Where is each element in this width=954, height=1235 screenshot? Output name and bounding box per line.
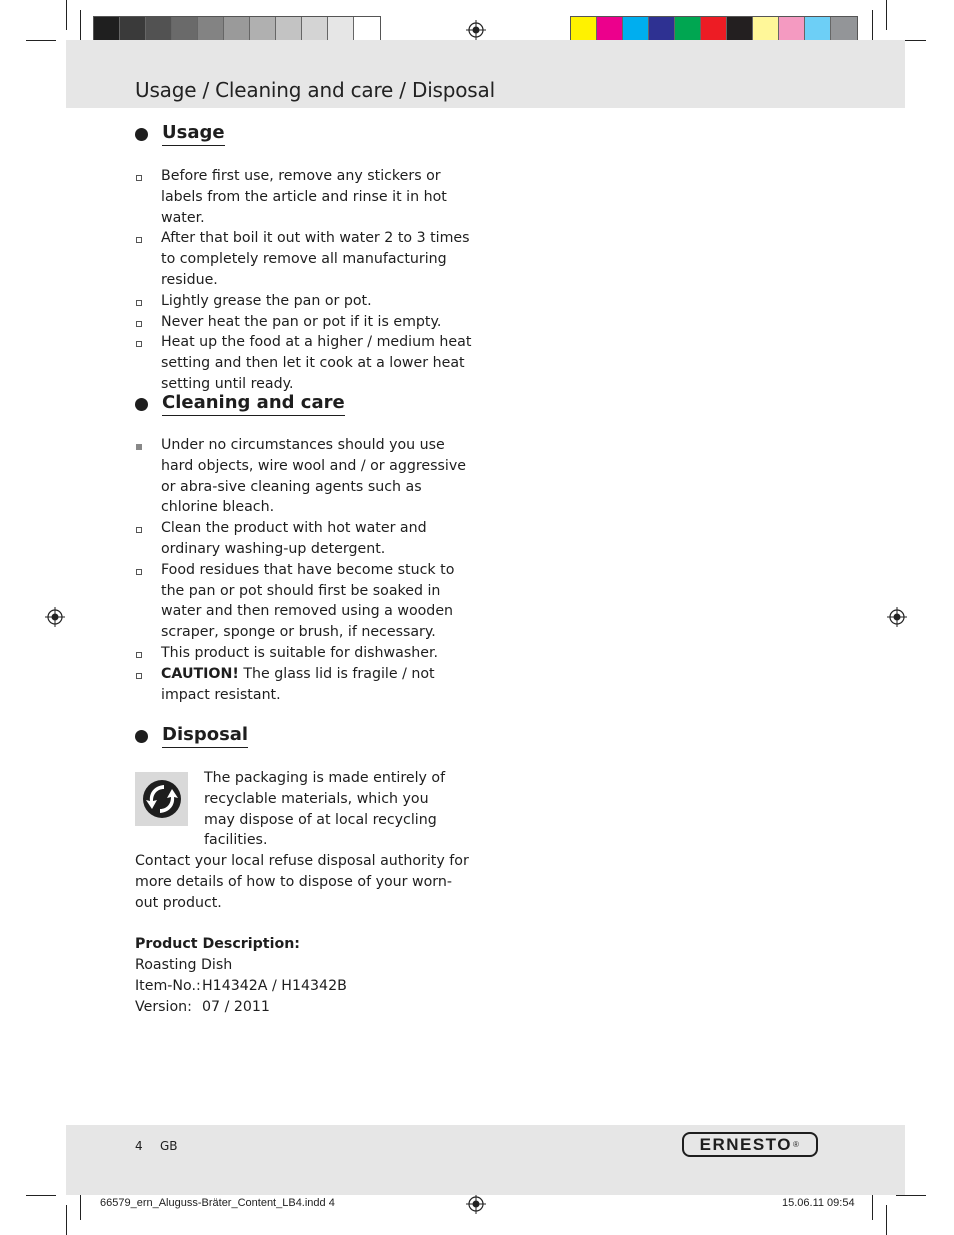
list-item-text: Before first use, remove any stickers or labels from the article and rinse it in hot water. xyxy=(161,168,447,226)
checkbox-bullet-icon xyxy=(135,560,161,643)
cleaning-list xyxy=(135,435,475,705)
list-item-text: Clean the product with hot water and ordinary washing-up detergent. xyxy=(161,520,427,557)
bullet-dot-icon xyxy=(135,398,148,411)
registered-mark: ® xyxy=(792,1140,801,1149)
process-color-bar xyxy=(570,16,858,43)
list-item-text: After that boil it out with water 2 to 3 times to completely remove all manufacturing residue. xyxy=(161,230,470,288)
list-item xyxy=(135,166,475,228)
list-item-text xyxy=(161,664,475,706)
color-swatch xyxy=(623,17,649,42)
crop-mark xyxy=(26,40,56,41)
cleaning-heading xyxy=(135,392,345,416)
disposal-heading xyxy=(135,724,248,748)
checkbox-bullet-icon xyxy=(135,312,161,333)
registration-mark-icon xyxy=(887,607,907,627)
registration-mark-icon xyxy=(45,607,65,627)
list-item xyxy=(135,518,475,560)
list-item xyxy=(135,560,475,643)
slug-filename: 66579_ern_Aluguss-Bräter_Content_LB4.indd 4 xyxy=(100,1197,335,1209)
registration-mark-icon xyxy=(466,20,486,40)
color-swatch xyxy=(120,17,146,42)
color-swatch xyxy=(198,17,224,42)
list-item xyxy=(135,435,475,518)
crop-mark xyxy=(80,10,81,44)
color-swatch xyxy=(779,17,805,42)
page-number: 4 xyxy=(135,1139,143,1153)
color-swatch xyxy=(805,17,831,42)
gray-color-bar xyxy=(93,16,381,43)
usage-list xyxy=(135,166,475,395)
packaging-text: The packaging is made entirely of recyclable materials, which you may dispose of at local recycling facilities. xyxy=(204,770,446,849)
list-item xyxy=(135,664,475,706)
usage-heading-text: Usage xyxy=(162,122,225,146)
language-code: GB xyxy=(160,1139,178,1153)
bullet-dot-icon xyxy=(135,730,148,743)
color-swatch xyxy=(753,17,779,42)
item-number-value: H14342A / H14342B xyxy=(202,978,347,994)
brand-name: ERNESTO xyxy=(699,1134,792,1154)
crop-mark xyxy=(872,10,873,44)
checkbox-bullet-icon xyxy=(135,332,161,394)
checkbox-bullet-icon xyxy=(135,643,161,664)
usage-heading xyxy=(135,122,225,146)
list-item-text: Lightly grease the pan or pot. xyxy=(161,292,372,309)
color-swatch xyxy=(276,17,302,42)
list-item xyxy=(135,228,475,290)
color-swatch xyxy=(146,17,172,42)
contact-text: Contact your local refuse disposal authority for more details of how to dispose of your worn-out product. xyxy=(135,853,469,911)
crop-mark xyxy=(886,1205,887,1235)
bullet-dot-icon xyxy=(135,128,148,141)
color-swatch xyxy=(649,17,675,42)
crop-mark xyxy=(66,1205,67,1235)
list-item-text: Never heat the pan or pot if it is empty. xyxy=(161,313,442,330)
list-item xyxy=(135,332,475,394)
green-dot-recycling-icon xyxy=(135,772,188,826)
color-swatch xyxy=(597,17,623,42)
version-label: Version: xyxy=(135,999,192,1015)
crop-mark xyxy=(26,1195,56,1196)
list-item-text: Food residues that have become stuck to the pan or pot should first be soaked in water and then removed using a wooden scraper, sponge or brush, if necessary. xyxy=(161,561,455,641)
color-swatch xyxy=(701,17,727,42)
color-swatch xyxy=(675,17,701,42)
product-name: Roasting Dish xyxy=(135,957,233,973)
disposal-heading-text: Disposal xyxy=(162,724,248,748)
list-item xyxy=(135,312,475,333)
color-swatch xyxy=(250,17,276,42)
checkbox-bullet-icon xyxy=(135,435,161,518)
caution-text: The glass lid is fragile / not impact resistant. xyxy=(161,665,435,703)
list-item xyxy=(135,643,475,664)
registration-mark-icon xyxy=(466,1194,486,1214)
checkbox-bullet-icon xyxy=(135,228,161,290)
item-number-label: Item-No.: xyxy=(135,978,201,994)
color-swatch xyxy=(328,17,354,42)
color-swatch xyxy=(354,17,380,42)
color-swatch xyxy=(94,17,120,42)
version-value: 07 / 2011 xyxy=(202,999,270,1015)
list-item-text: This product is suitable for dishwasher. xyxy=(161,644,438,661)
caution-label: CAUTION! xyxy=(161,665,239,682)
checkbox-bullet-icon xyxy=(135,664,161,706)
list-item xyxy=(135,291,475,312)
product-label: Product Description: xyxy=(135,936,300,952)
color-swatch xyxy=(727,17,753,42)
color-swatch xyxy=(571,17,597,42)
list-item-text: Under no circumstances should you use hard objects, wire wool and / or aggressive or abra-sive cleaning agents such as chlorine bleach. xyxy=(161,437,466,516)
color-swatch xyxy=(302,17,328,42)
crop-mark xyxy=(66,0,67,30)
crop-mark xyxy=(886,0,887,30)
checkbox-bullet-icon xyxy=(135,166,161,228)
color-swatch xyxy=(172,17,198,42)
crop-mark xyxy=(896,1195,926,1196)
checkbox-bullet-icon xyxy=(135,518,161,560)
cleaning-heading-text: Cleaning and care xyxy=(162,392,345,416)
ernesto-logo xyxy=(682,1132,818,1157)
page-title: Usage / Cleaning and care / Disposal xyxy=(135,78,495,102)
color-swatch xyxy=(224,17,250,42)
color-swatch xyxy=(831,17,857,42)
checkbox-bullet-icon xyxy=(135,291,161,312)
slug-timestamp: 15.06.11 09:54 xyxy=(782,1197,855,1209)
list-item-text: Heat up the food at a higher / medium heat setting and then let it cook at a lower heat setting until ready. xyxy=(161,334,472,392)
